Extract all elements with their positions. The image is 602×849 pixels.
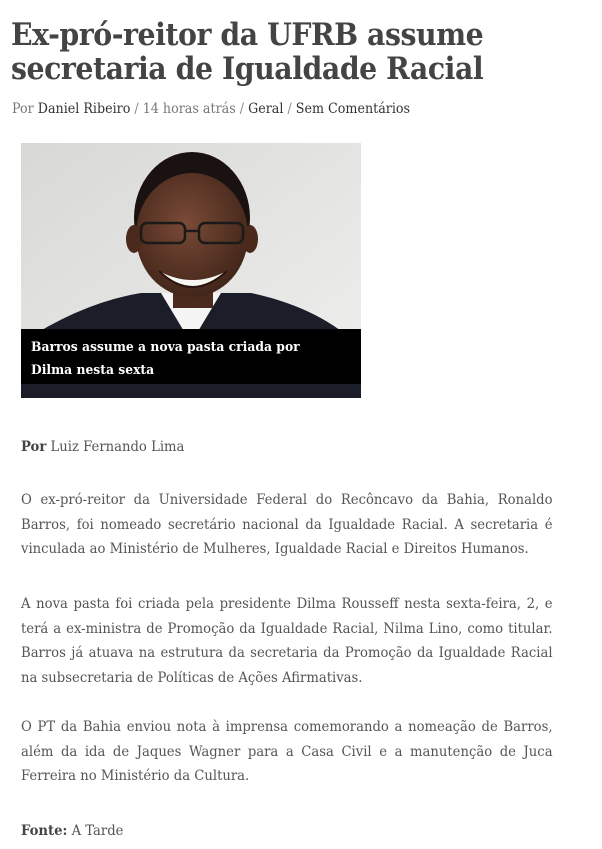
author-link[interactable]: Daniel Ribeiro xyxy=(37,101,131,117)
meta-separator: / xyxy=(287,101,292,117)
comments-link[interactable]: Sem Comentários xyxy=(295,101,411,117)
byline-label: Por xyxy=(21,439,47,455)
image-caption-text: Barros assume a nova pasta criada por Dilma nesta sexta xyxy=(31,340,300,378)
category-link[interactable]: Geral xyxy=(248,101,284,117)
article-title-line-1[interactable]: Ex-pró-reitor da UFRB assume xyxy=(11,17,484,53)
meta-prefix: Por xyxy=(12,101,34,117)
article-paragraph: A nova pasta foi criada pela presidente Dilma Rousseff nesta sexta-feira, 2, e terá a ex-ministra de Promoção da Igualdade Racial, Nilma Lino, como titular. Barros já atuava na estrutura da secretaria da Promoção da Igualdade Racial na subsecretaria de Políticas de Ações Afirmativas. xyxy=(21,596,553,686)
article-paragraph: O PT da Bahia enviou nota à imprensa comemorando a nomeação de Barros, além da ida de Jaques Wagner para a Casa Civil e a manutenção de Juca Ferreira no Ministério da Cultura. xyxy=(21,719,553,784)
source-label: Fonte: xyxy=(21,823,68,839)
article-title-line-2[interactable]: secretaria de Igualdade Racial xyxy=(11,51,484,87)
post-time: 14 horas atrás xyxy=(142,101,236,117)
image-caption xyxy=(21,329,361,384)
article-meta xyxy=(12,101,410,117)
article-paragraph: O ex-pró-reitor da Universidade Federal do Recôncavo da Bahia, Ronaldo Barros, foi nomeado secretário nacional da Igualdade Racial. A secretaria é vinculada ao Ministério de Mulheres, Igualdade Racial e Direitos Humanos. xyxy=(21,492,553,557)
source-name: A Tarde xyxy=(71,823,124,839)
source-line xyxy=(21,819,553,844)
article-title[interactable] xyxy=(11,18,550,86)
meta-separator: / xyxy=(239,101,245,117)
byline-name: Luiz Fernando Lima xyxy=(50,439,185,455)
byline xyxy=(21,435,553,460)
meta-separator: / xyxy=(134,101,139,117)
article-image xyxy=(21,143,361,398)
